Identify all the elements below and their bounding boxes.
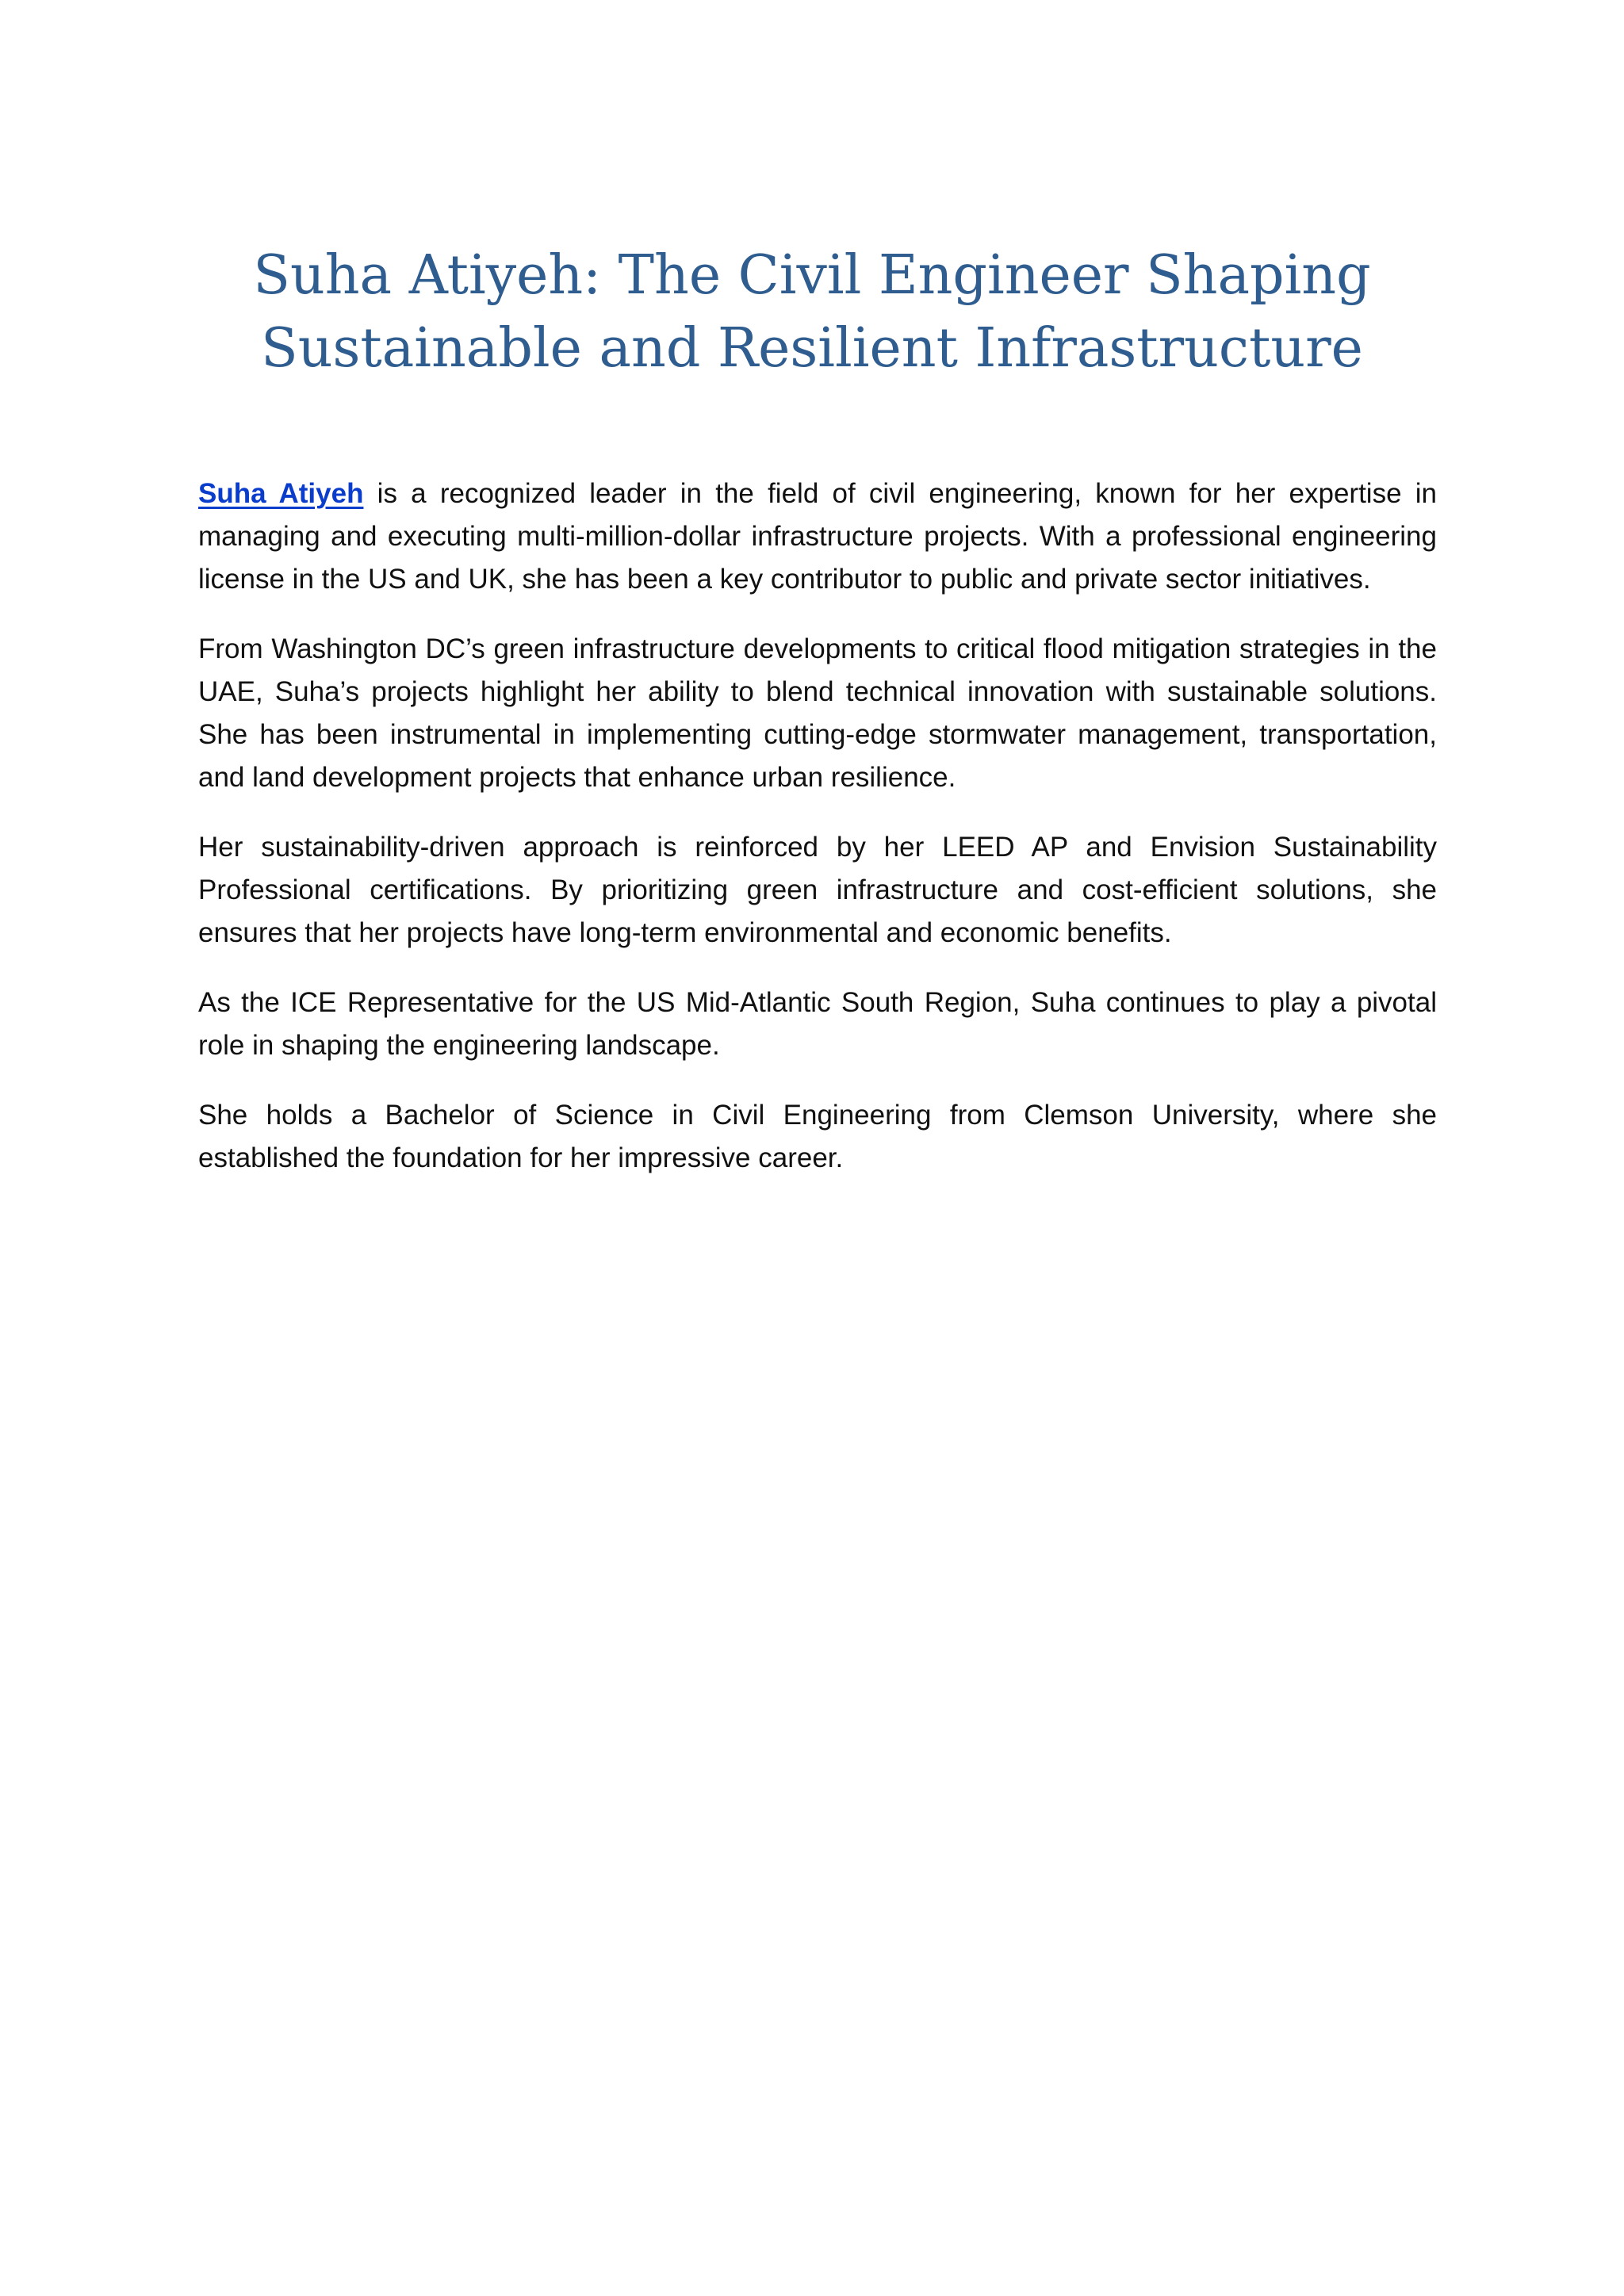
paragraph-projects: From Washington DC’s green infrastructure developments to critical flood mitigation strategies in the UAE, Suha’s projects highlight her ability to blend technical innovation with sustainable solutions. She has been instrumental in implementing cutting-edge stormwater management, transportation, and land development projects that enhance urban resilience.	[198, 633, 1437, 793]
paragraph-certifications: Her sustainability-driven approach is reinforced by her LEED AP and Envision Sustainability Professional certifications. By prioritizing green infrastructure and cost-efficient solutions, she ensures that her projects have long-term environmental and economic benefits.	[198, 832, 1437, 948]
document-title: Suha Atiyeh: The Civil Engineer Shaping Sustainable and Resilient Infrastructure	[253, 244, 1371, 380]
paragraph-intro-text: is a recognized leader in the field of civil engineering, known for her expertise in managing and executing multi-million-dollar infrastructure projects. With a professional engineering license in the US and UK, she has been a key contributor to public and private sector initiatives.	[198, 478, 1437, 595]
document-body	[198, 473, 1437, 1207]
paragraph-intro	[198, 473, 1437, 601]
paragraph-ice-role: As the ICE Representative for the US Mid-Atlantic South Region, Suha continues to play a pivotal role in shaping the engineering landscape.	[198, 987, 1437, 1061]
suha-atiyeh-link[interactable]: Suha Atiyeh	[198, 478, 364, 509]
paragraph-education: She holds a Bachelor of Science in Civil Engineering from Clemson University, where she established the foundation for her impressive career.	[198, 1100, 1437, 1173]
